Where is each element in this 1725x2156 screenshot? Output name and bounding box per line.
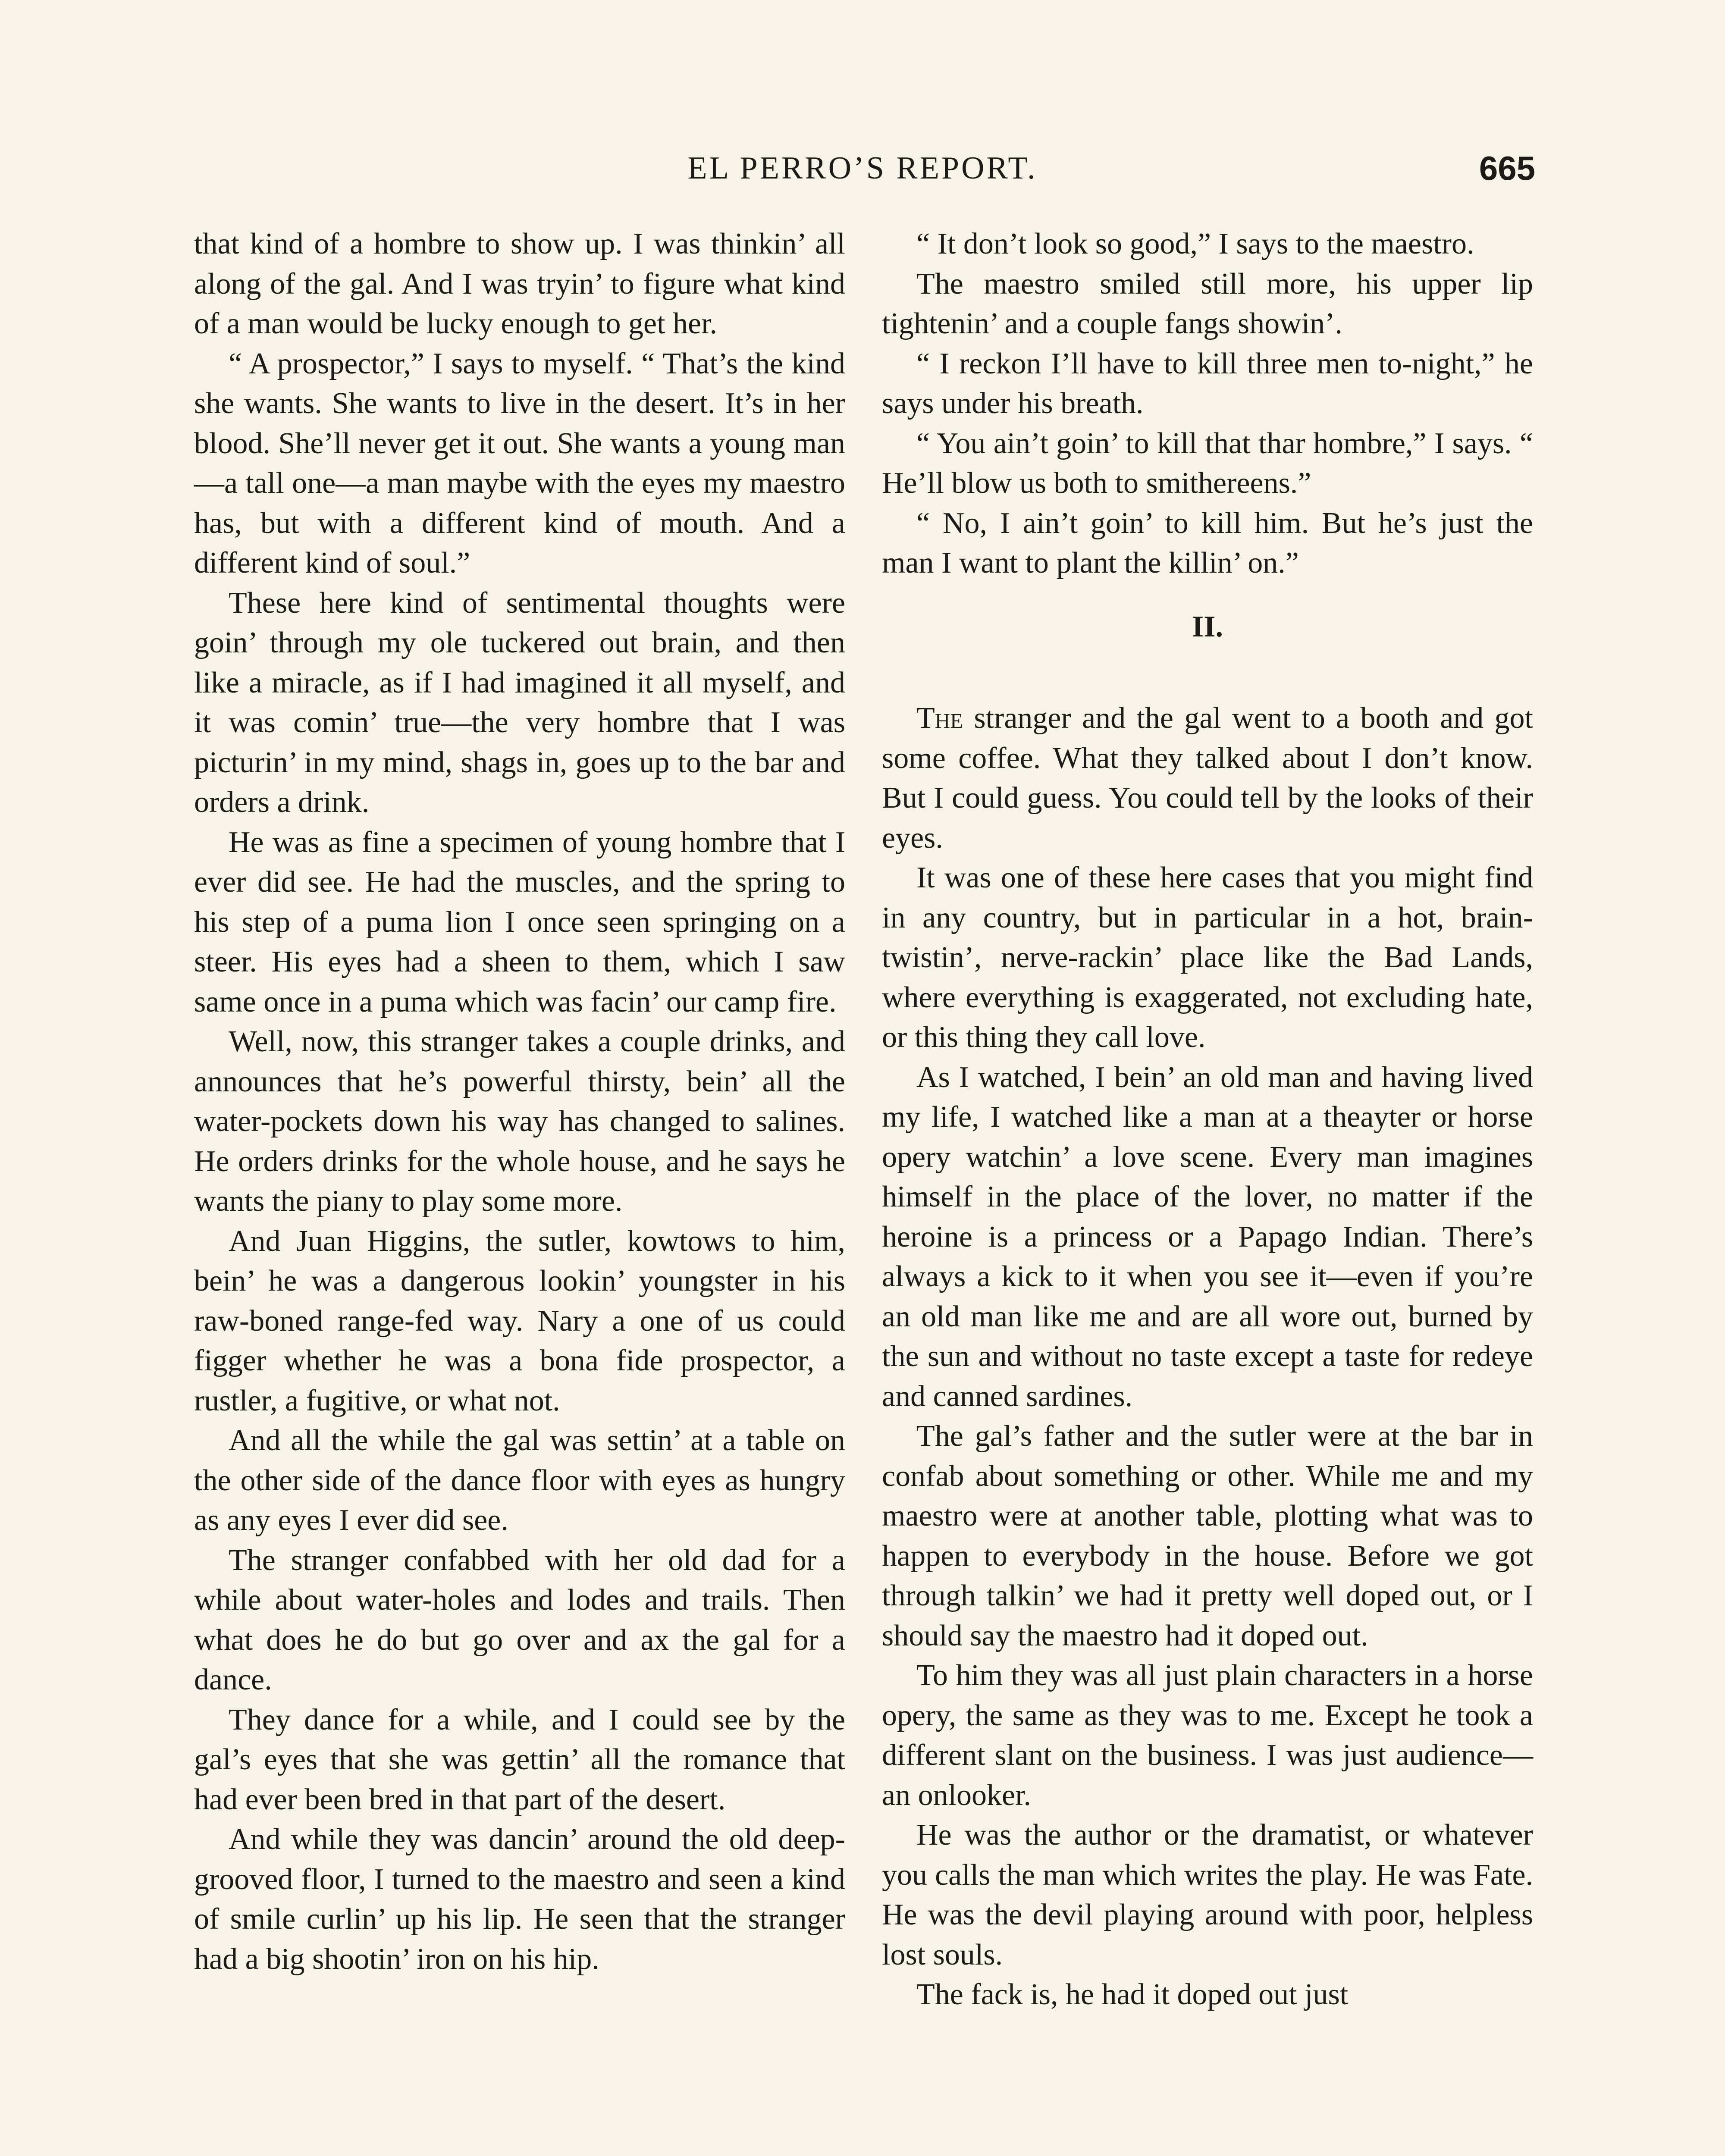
page-number: 665 — [1479, 149, 1535, 187]
paragraph: As I watched, I bein’ an old man and having lived my life, I watched like a man at a theayter or horse opery watchin’ a love scene. Every man imagines himself in the place of the lover, no matter if the heroine is a princess or a Papago Indian. There’s always a kick to it when you see it—even if you’re an old man like me and are all wore out, burned by the sun and without no taste except a taste for redeye and canned sardines. — [882, 1060, 1533, 1413]
paragraph: “ I reckon I’ll have to kill three men to-night,” he says under his breath. — [882, 347, 1533, 420]
section-opening-paragraph — [882, 699, 1533, 858]
paragraph: And all the while the gal was settin’ at a table on the other side of the dance floor with eyes as hungry as any eyes I ever did see. — [194, 1424, 845, 1537]
paragraph: It was one of these here cases that you might find in any country, but in particular in a hot, brain-twistin’, nerve-rackin’ place like the Bad Lands, where everything is exaggerated, not excluding hate, or this thing they call love. — [882, 861, 1533, 1054]
paragraph: And Juan Higgins, the sutler, kowtows to him, bein’ he was a dangerous lookin’ youngster in his raw-boned range-fed way. Nary a one of us could figger whether he was a bona fide prospector, a rustler, a fugitive, or what not. — [194, 1224, 845, 1417]
paragraph: The gal’s father and the sutler were at the bar in confab about something or other. While me and my maestro were at another table, plotting what was to happen to everybody in the house. Before we got through talkin’ we had it pretty well doped out, or I should say the maestro had it doped out. — [882, 1420, 1533, 1652]
right-column — [882, 224, 1533, 2015]
paragraph: They dance for a while, and I could see by the gal’s eyes that she was gettin’ all the romance that had ever been bred in that part of the desert. — [194, 1703, 845, 1816]
paragraph: He was as fine a specimen of young hombre that I ever did see. He had the muscles, and the spring to his step of a puma lion I once seen springing on a steer. His eyes had a sheen to them, which I saw same once in a puma which was facin’ our camp fire. — [194, 825, 845, 1018]
paragraph: “ No, I ain’t goin’ to kill him. But he’s just the man I want to plant the killin’ on.” — [882, 506, 1533, 580]
paragraph: He was the author or the dramatist, or whatever you calls the man which writes the play. He was Fate. He was the devil playing around with poor, helpless lost souls. — [882, 1818, 1533, 1971]
paragraph: “ It don’t look so good,” I says to the maestro. — [916, 227, 1474, 260]
paragraph: “ A prospector,” I says to myself. “ That’s the kind she wants. She wants to live in the desert. It’s in her blood. She’ll never get it out. She wants a young man—a tall one—a man maybe with the eyes my maestro has, but with a different kind of mouth. And a different kind of soul.” — [194, 347, 845, 580]
page-header — [190, 144, 1535, 192]
running-head: EL PERRO’S REPORT. — [687, 150, 1038, 186]
paragraph: The stranger confabbed with her old dad for a while about water-holes and lodes and trails. Then what does he do but go over and ax the gal for a dance. — [194, 1543, 845, 1696]
paragraph: The fack is, he had it doped out just — [916, 1978, 1349, 2011]
paragraph: And while they was dancin’ around the old deep-grooved floor, I turned to the maestro and seen a kind of smile curlin’ up his lip. He seen that the stranger had a big shootin’ iron on his hip. — [194, 1823, 845, 1976]
paragraph: that kind of a hombre to show up. I was thinkin’ all along of the gal. And I was tryin’ to figure what kind of a man would be lucky enough to get her. — [194, 227, 845, 340]
section-heading: II. — [1192, 610, 1223, 643]
paragraph: Well, now, this stranger takes a couple drinks, and announces that he’s powerful thirsty, bein’ all the water-pockets down his way has changed to salines. He orders drinks for the whole house, and he says he wants the piany to play some more. — [194, 1025, 845, 1218]
paragraph: “ You ain’t goin’ to kill that thar hombre,” I says. “ He’ll blow us both to smithereens.” — [882, 426, 1533, 500]
section-first-paragraph-text: stranger and the gal went to a booth and got some coffee. What they talked about I don’t know. But I could guess. You could tell by the looks of their eyes. — [882, 702, 1533, 855]
left-column — [194, 224, 845, 1979]
paragraph: The maestro smiled still more, his upper lip tightenin’ and a couple fangs showin’. — [882, 267, 1533, 340]
paragraph: These here kind of sentimental thoughts were goin’ through my ole tuckered out brain, and then like a miracle, as if I had imagined it all myself, and it was comin’ true—the very hombre that I was picturin’ in my mind, shags in, goes up to the bar and orders a drink. — [194, 586, 845, 819]
section-first-word: The — [916, 702, 963, 735]
paragraph: To him they was all just plain characters in a horse opery, the same as they was to me. Except he took a different slant on the business. I was just audience—an onlooker. — [882, 1659, 1533, 1812]
